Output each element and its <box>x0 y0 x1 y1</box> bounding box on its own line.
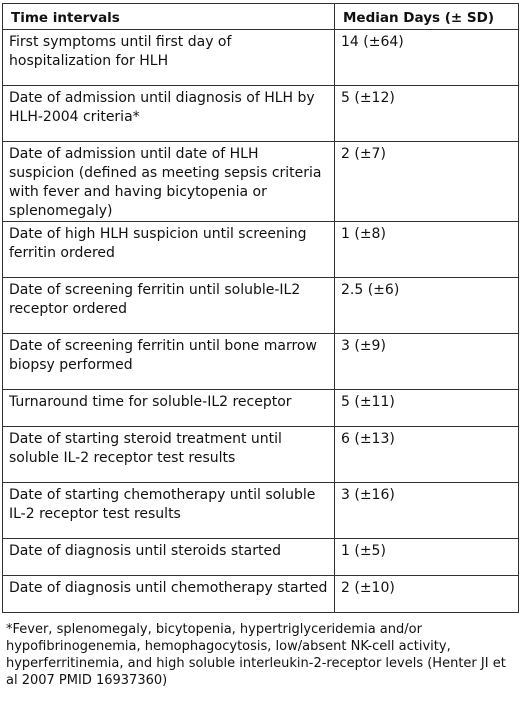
interval-cell: First symptoms until first day of hospitalization for HLH <box>3 30 335 86</box>
interval-cell: Date of starting chemotherapy until soluble IL-2 receptor test results <box>3 483 335 539</box>
median-cell: 3 (±16) <box>335 483 519 539</box>
table-row <box>3 222 519 278</box>
table-row <box>3 278 519 334</box>
table-header-row <box>3 4 519 30</box>
table-row <box>3 539 519 576</box>
median-cell: 14 (±64) <box>335 30 519 86</box>
median-cell: 2.5 (±6) <box>335 278 519 334</box>
table-row <box>3 483 519 539</box>
median-cell: 1 (±5) <box>335 539 519 576</box>
table-row <box>3 86 519 142</box>
median-cell: 5 (±11) <box>335 390 519 427</box>
table-row <box>3 30 519 86</box>
interval-cell: Date of high HLH suspicion until screening ferritin ordered <box>3 222 335 278</box>
median-cell: 1 (±8) <box>335 222 519 278</box>
table-row <box>3 334 519 390</box>
interval-cell: Date of diagnosis until chemotherapy started <box>3 576 335 613</box>
interval-cell: Turnaround time for soluble-IL2 receptor <box>3 390 335 427</box>
table-row <box>3 142 519 222</box>
median-cell: 2 (±10) <box>335 576 519 613</box>
interval-cell: Date of admission until date of HLH suspicion (defined as meeting sepsis criteria with fever and having bicytopenia or splenomegaly) <box>3 142 335 222</box>
table-footnote: *Fever, splenomegaly, bicytopenia, hypertriglyceridemia and/or hypofibrinogenemia, hemophagocytosis, low/absent NK-cell activity, hyperferritinemia, and high soluble interleukin-2-receptor levels (Henter JI et al 2007 PMID 16937360) <box>6 622 506 688</box>
median-cell: 2 (±7) <box>335 142 519 222</box>
interval-cell: Date of screening ferritin until bone marrow biopsy performed <box>3 334 335 390</box>
column-header-median-days: Median Days (± SD) <box>335 4 519 30</box>
median-cell: 3 (±9) <box>335 334 519 390</box>
interval-cell: Date of screening ferritin until soluble-IL2 receptor ordered <box>3 278 335 334</box>
median-cell: 6 (±13) <box>335 427 519 483</box>
table-row <box>3 390 519 427</box>
median-cell: 5 (±12) <box>335 86 519 142</box>
table-row <box>3 427 519 483</box>
time-intervals-table <box>2 3 519 613</box>
table-row <box>3 576 519 613</box>
column-header-time-intervals: Time intervals <box>3 4 335 30</box>
interval-cell: Date of starting steroid treatment until soluble IL-2 receptor test results <box>3 427 335 483</box>
interval-cell: Date of diagnosis until steroids started <box>3 539 335 576</box>
interval-cell: Date of admission until diagnosis of HLH by HLH-2004 criteria* <box>3 86 335 142</box>
